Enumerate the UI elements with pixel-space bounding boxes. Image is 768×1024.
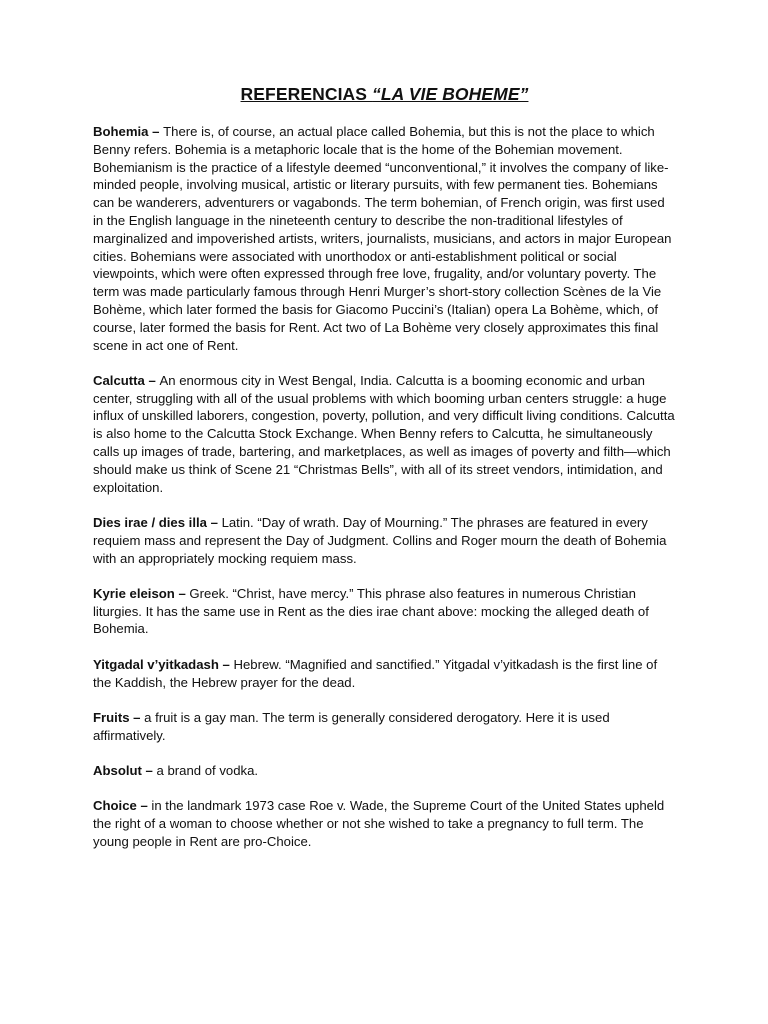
entry-text: Hebrew. “Magnified and sanctified.” Yitgadal v’yitkadash is the first line of the Kaddish, the Hebrew prayer for the dead. [93,656,658,690]
entry-text: in the landmark 1973 case Roe v. Wade, the Supreme Court of the United States upheld the right of a woman to choose whether or not she wished to take a pregnancy to full term. The young people in Rent are pro-Choice. [93,798,665,849]
title-main: REFERENCIAS [240,84,373,104]
entry-absolut [93,762,676,780]
entry-yitgadal [93,656,676,692]
entry-term: Kyrie eleison – [93,585,190,601]
entry-kyrie-eleison [93,585,676,638]
entry-term: Dies irae / dies illa – [93,514,222,530]
entry-term: Calcutta – [93,372,160,388]
glossary-list [93,123,676,851]
entry-term: Fruits – [93,709,145,725]
entry-text: a fruit is a gay man. The term is generally considered derogatory. Here it is used affirmatively. [93,709,610,743]
entry-text: a brand of vodka. [156,762,259,778]
entry-term: Bohemia – [93,124,164,139]
entry-bohemia [93,123,676,354]
title-italic: “LA VIE BOHEME” [372,84,529,104]
entry-dies-irae [93,514,676,567]
entry-text: Latin. “Day of wrath. Day of Mourning.” The phrases are featured in every requiem mass and represent the Day of Judgment. Collins and Roger mourn the death of Bohemia with an appropriately mocking requiem mass. [93,514,667,566]
entry-fruits [93,709,676,745]
entry-term: Yitgadal v’yitkadash – [93,656,234,672]
entry-term: Choice – [93,798,152,814]
entry-text: Greek. “Christ, have mercy.” This phrase also features in numerous Christian liturgies. It has the same use in Rent as the dies irae chant above: mocking the alleged death of Bohemia. [93,585,649,637]
entry-calcutta [93,372,676,497]
entry-term: Absolut – [93,762,157,778]
entry-choice [93,797,676,850]
page-title [93,84,676,105]
entry-text: An enormous city in West Bengal, India. Calcutta is a booming economic and urban center, struggling with all of the usual problems with which booming urban centers struggle: a huge influx of unskilled laborers, congestion, poverty, pollution, and very difficult living conditions. Calcutta is also home to the Calcutta Stock Exchange. When Benny refers to Calcutta, he simultaneously calls up images of trade, bartering, and marketplaces, as well as images of poverty and filth—which should make us think of Scene 21 “Christmas Bells”, with all of its street vendors, intimidation, and exploitation. [93,372,675,495]
entry-text: There is, of course, an actual place called Bohemia, but this is not the place to which Benny refers. Bohemia is a metaphoric locale that is the home of the Bohemian movement. Bohemianism is the practice of a lifestyle deemed “unconventional,” it involves the company of like-minded people, involving musical, artistic or literary pursuits, with few permanent ties. Bohemians can be wanderers, adventurers or vagabonds. The term bohemian, of French origin, was first used in the English language in the nineteenth century to describe the non-traditional lifestyles of marginalized and impoverished artists, writers, journalists, musicians, and actors in major European cities. Bohemians were associated with unorthodox or anti-establishment political or social viewpoints, which were often expressed through free love, frugality, and/or voluntary poverty. The term was made particularly famous through Henri Murger’s short-story collection Scènes de la Vie Bohème, which later formed the basis for Giacomo Puccini’s (Italian) opera La Bohème, which, of course, later formed the basis for Rent. Act two of La Bohème very closely approximates this final scene in act one of Rent. [93,124,672,353]
